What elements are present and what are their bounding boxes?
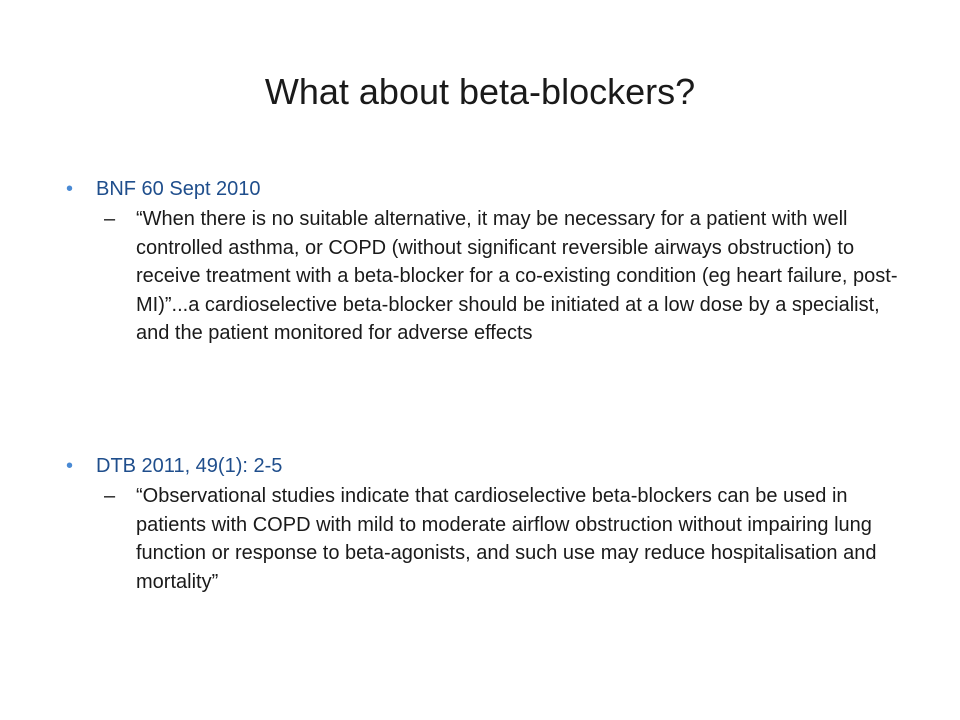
bullet-heading-text: BNF 60 Sept 2010 xyxy=(96,178,261,200)
bullet-section-dtb xyxy=(60,452,910,596)
bullet-section-bnf xyxy=(60,175,910,348)
quote-text: “Observational studies indicate that cardioselective beta-blockers can be used in patients with COPD with mild to moderate airflow obstruction without impairing lung function or response to beta-agonists, and such use may reduce hospitalisation and mortality” xyxy=(136,485,877,593)
quote-text: “When there is no suitable alternative, it may be necessary for a patient with well controlled asthma, or COPD (without significant reversible airways obstruction) to receive treatment with a beta-blocker for a co-existing condition (eg heart failure, post-MI)”...a cardioselective beta-blocker should be initiated at a low dose by a specialist, and the patient monitored for adverse effects xyxy=(136,208,898,344)
bullet-heading-text: DTB 2011, 49(1): 2-5 xyxy=(96,455,283,477)
bullet-dot-icon: • xyxy=(66,178,74,200)
dash-icon: – xyxy=(104,485,116,507)
dash-icon: – xyxy=(104,208,116,230)
bullet-dot-icon: • xyxy=(66,455,74,477)
sub-bullet-quote xyxy=(60,482,910,596)
sub-bullet-quote xyxy=(60,205,910,348)
bullet-heading xyxy=(60,452,910,480)
bullet-heading xyxy=(60,175,910,203)
slide-title: What about beta-blockers? xyxy=(264,71,696,112)
